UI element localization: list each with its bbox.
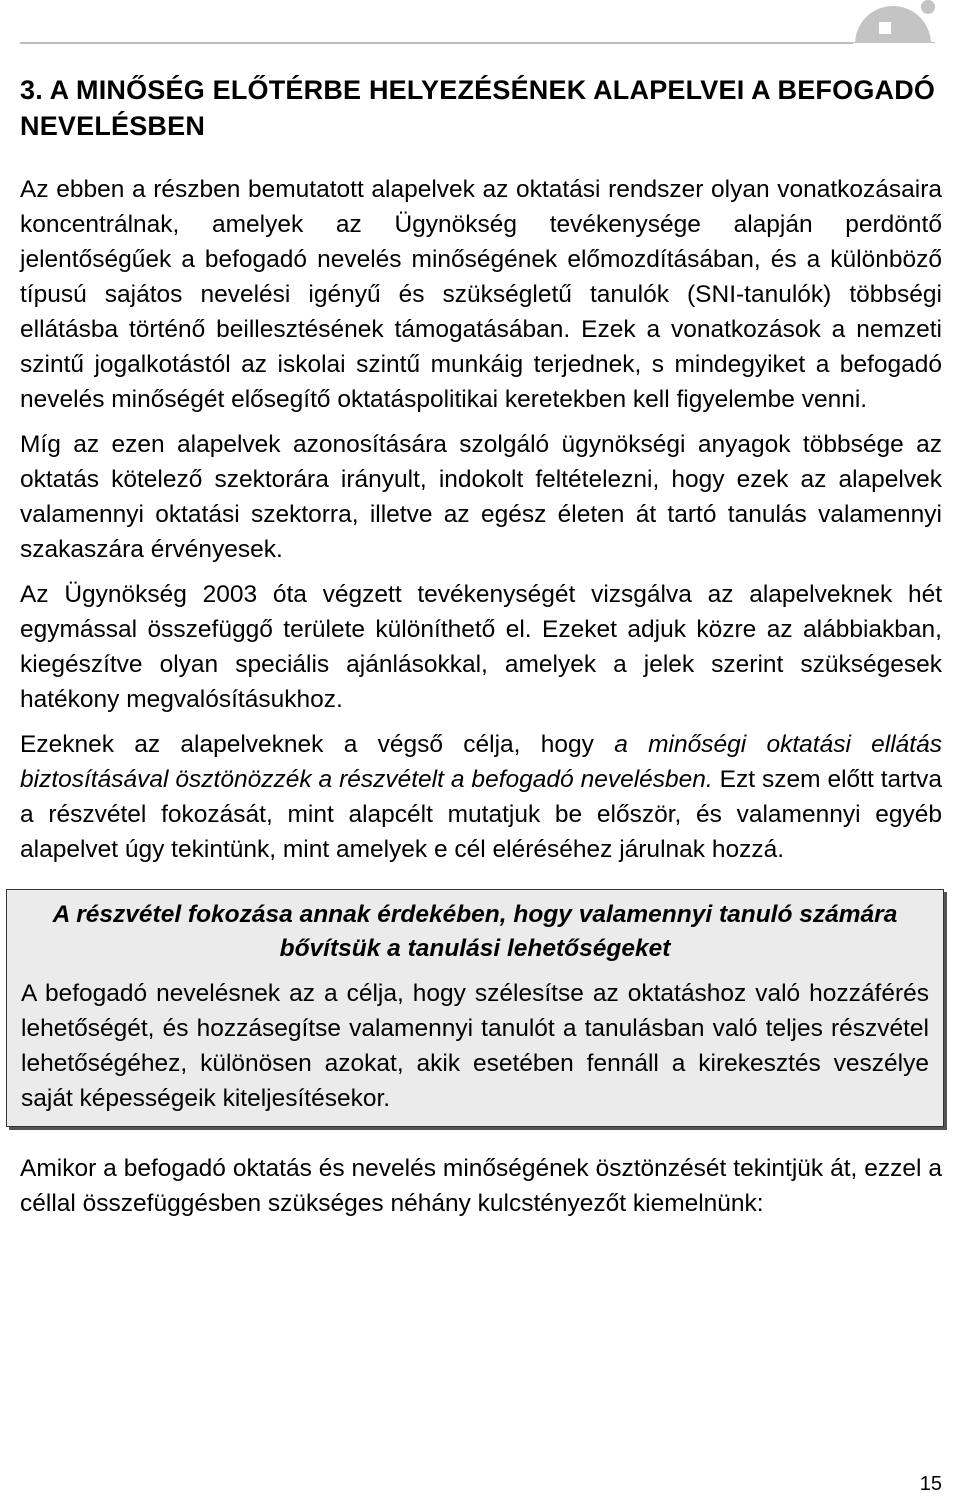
paragraph-intro: Az ebben a részben bemutatott alapelvek az oktatási rendszer olyan vonatkozásaira koncentrálnak, amelyek az Ügynökség tevékenysége alapján perdöntő jelentőségűek a befogadó nevelés minőségének előmozdításában, és a különböző típusú sajátos nevelési igényű és szükségletű tanulók (SNI-tanulók) többségi ellátásba történő beillesztésének támogatásában. Ezek a vonatkozások a nemzeti szintű jogalkotástól az iskolai szintű munkáig terjednek, s mindegyiket a befogadó nevelés minőségét elősegítő oktatáspolitikai keretekben kell figyelembe venni.: [20, 176, 942, 413]
section-heading: 3. A MINŐSÉG ELŐTÉRBE HELYEZÉSÉNEK ALAPELVEI A BEFOGADÓ NEVELÉSBEN: [20, 75, 936, 141]
header-rule: [20, 42, 935, 44]
goal-text-italic: a minőségi oktatási ellátás biztosításával ösztönözzék a részvételt a befogadó nevelésben.: [20, 731, 942, 793]
highlight-box-title: A részvétel fokozása annak érdekében, hogy valamennyi tanuló számára bővítsük a tanulási lehetőségeket: [52, 901, 898, 962]
goal-text-end: Ezt szem előtt tartva a részvétel fokozását, mint alapcélt mutatjuk be először, és valamennyi egyéb alapelvet úgy tekintünk, mint amelyek e cél eléréséhez járulnak hozzá.: [20, 766, 942, 863]
paragraph-closing: Amikor a befogadó oktatás és nevelés minőségének ösztönzését tekintjük át, ezzel a céllal összefüggésben szükséges néhány kulcstényezőt kiemelnünk:: [20, 1155, 942, 1217]
page-number: 15: [919, 1473, 942, 1495]
paragraph-sectors: Míg az ezen alapelvek azonosítására szolgáló ügynökségi anyagok többsége az oktatás kötelező szektorára irányult, indokolt feltételezni, hogy ezek az alapelvek valamennyi oktatási szektorra, illetve az egész életen át tartó tanulás valamennyi szakaszára érvényesek.: [20, 431, 942, 563]
highlight-box-text: A befogadó nevelésnek az a célja, hogy szélesítse az oktatáshoz való hozzáférés lehetőségét, és hozzásegítse valamennyi tanulót a tanulásban való teljes részvétel lehetőségéhez, különösen azokat, akik esetében fennáll a kirekesztés veszélye saját képességeik kiteljesítésekor.: [21, 980, 929, 1112]
paragraph-goal: [20, 727, 942, 867]
goal-text-start: Ezeknek az alapelveknek a végső célja, hogy: [20, 731, 615, 758]
page-content: [20, 72, 942, 1231]
highlight-box: [6, 889, 944, 1127]
stylized-dome-logo-icon: [855, 0, 940, 46]
paragraph-principles: Az Ügynökség 2003 óta végzett tevékenységét vizsgálva az alapelveknek hét egymással összefüggő területe különíthető el. Ezeket adjuk közre az alábbiakban, kiegészítve olyan speciális ajánlásokkal, amelyek a jelek szerint szükségesek hatékony megvalósításukhoz.: [20, 581, 942, 713]
